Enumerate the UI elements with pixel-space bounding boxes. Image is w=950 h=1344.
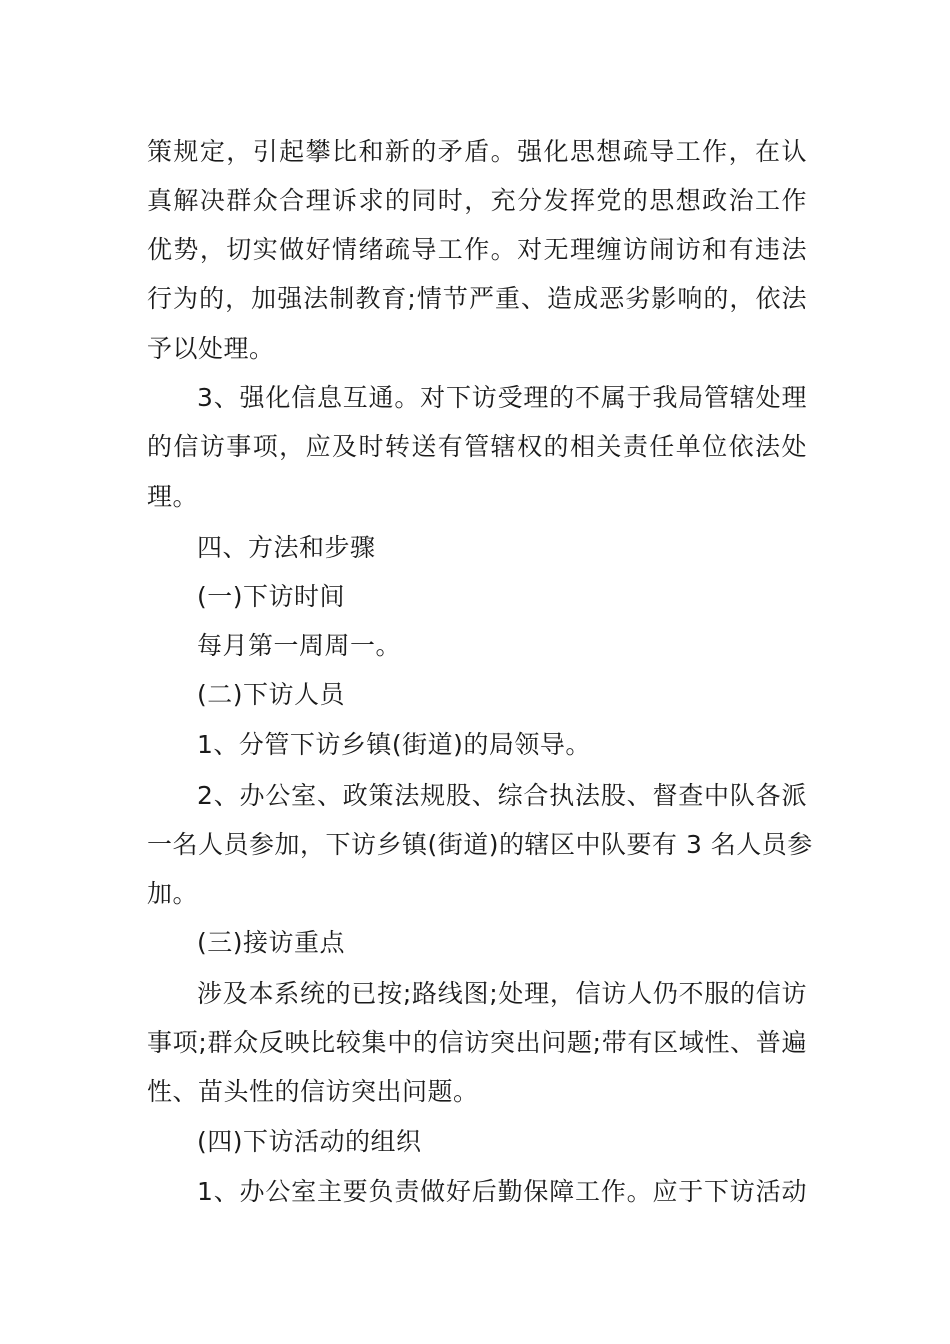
text-line: 性、苗头性的信访突出问题。 bbox=[147, 1077, 479, 1106]
text-line: 一名人员参加，下访乡镇(街道)的辖区中队要有 3 名人员参 bbox=[147, 830, 813, 859]
subsection-heading: (二)下访人员 bbox=[197, 680, 346, 709]
text-line: 予以处理。 bbox=[147, 334, 275, 363]
text-line: 涉及本系统的已按;路线图;处理，信访人仍不服的信访 bbox=[197, 979, 807, 1008]
text-line: 3、强化信息互通。对下访受理的不属于我局管辖处理 bbox=[197, 383, 807, 412]
text-line: 1、办公室主要负责做好后勤保障工作。应于下访活动 bbox=[197, 1177, 807, 1206]
text-line: 加。 bbox=[147, 879, 199, 908]
text-line: 1、分管下访乡镇(街道)的局领导。 bbox=[197, 730, 591, 759]
text-line: 理。 bbox=[147, 482, 199, 511]
text-line: 策规定，引起攀比和新的矛盾。强化思想疏导工作，在认 bbox=[147, 137, 807, 166]
text-line: 的信访事项，应及时转送有管辖权的相关责任单位依法处 bbox=[147, 432, 807, 461]
text-line: 事项;群众反映比较集中的信访突出问题;带有区域性、普遍 bbox=[147, 1028, 807, 1057]
text-line: 行为的，加强法制教育;情节严重、造成恶劣影响的，依法 bbox=[147, 284, 807, 313]
subsection-heading: (四)下访活动的组织 bbox=[197, 1127, 422, 1156]
text-line: 优势，切实做好情绪疏导工作。对无理缠访闹访和有违法 bbox=[147, 235, 807, 264]
subsection-heading: (一)下访时间 bbox=[197, 582, 346, 611]
text-line: 每月第一周周一。 bbox=[197, 631, 402, 660]
text-line: 2、办公室、政策法规股、综合执法股、督查中队各派 bbox=[197, 781, 807, 810]
section-heading: 四、方法和步骤 bbox=[197, 533, 376, 562]
text-line: 真解决群众合理诉求的同时，充分发挥党的思想政治工作 bbox=[147, 186, 807, 215]
subsection-heading: (三)接访重点 bbox=[197, 928, 346, 957]
